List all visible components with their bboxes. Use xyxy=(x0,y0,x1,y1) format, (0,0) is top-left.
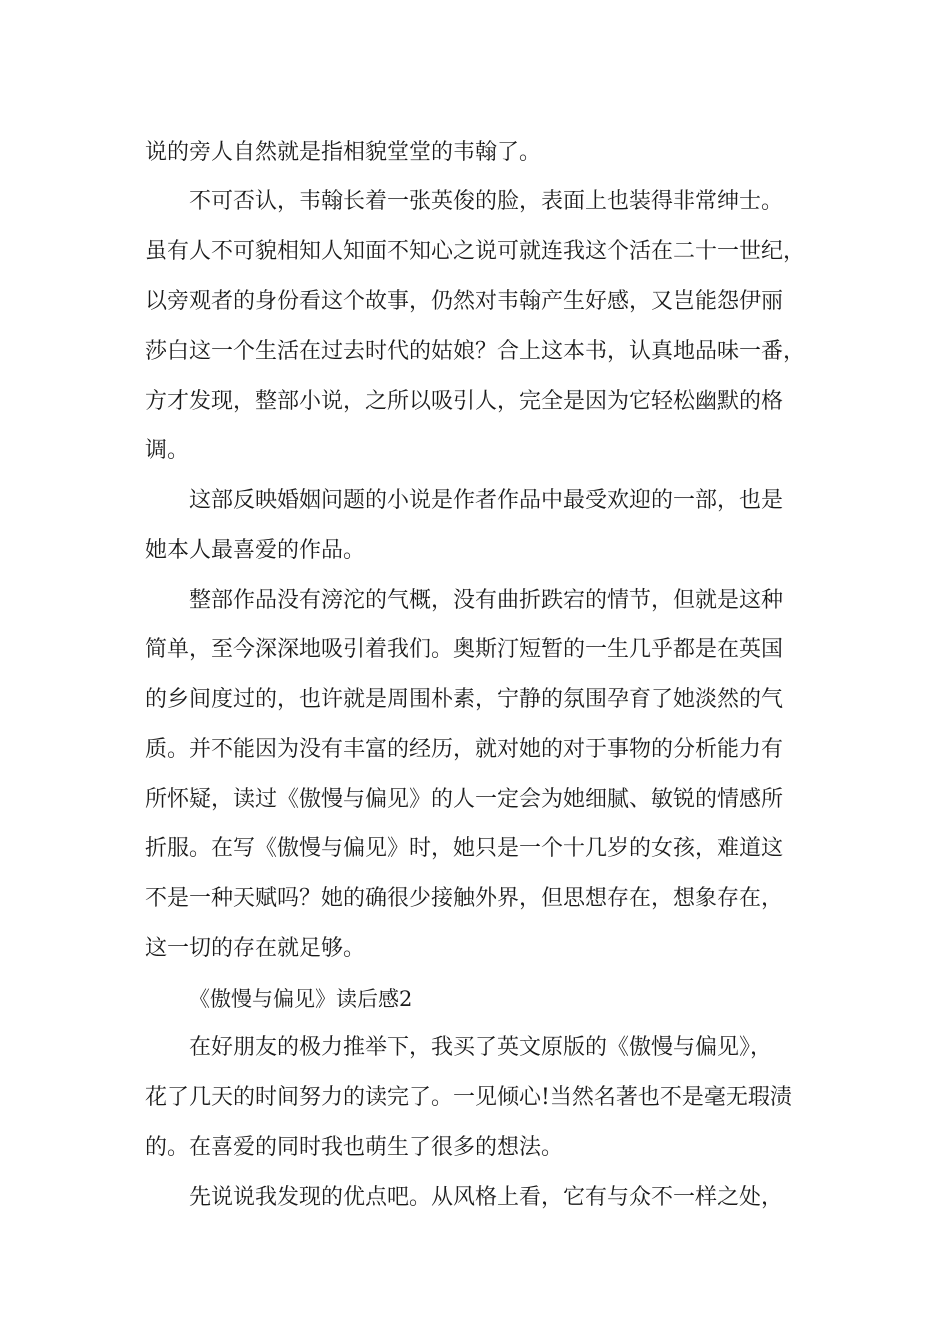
text-line: 的乡间度过的，也许就是周围朴素，宁静的氛围孕育了她淡然的气 xyxy=(145,687,784,712)
paragraph-start-line: 先说说我发现的优点吧。从风格上看，它有与众不一样之处， xyxy=(189,1185,784,1210)
text-line: 不是一种天赋吗？她的确很少接触外界，但思想存在，想象存在， xyxy=(145,886,784,911)
text-line: 花了几天的时间努力的读完了。一见倾心!当然名著也不是毫无瑕渍 xyxy=(145,1085,792,1110)
text-line: 虽有人不可貌相知人知面不知心之说可就连我这个活在二十一世纪， xyxy=(145,239,806,264)
text-line: 方才发现，整部小说，之所以吸引人，完全是因为它轻松幽默的格 xyxy=(145,389,784,414)
paragraph-start-line: 整部作品没有滂沱的气概，没有曲折跌宕的情节，但就是这种 xyxy=(189,588,784,613)
paragraph-start-line: 不可否认，韦翰长着一张英俊的脸，表面上也装得非常绅士。 xyxy=(189,189,784,214)
text-line: 简单，至今深深地吸引着我们。奥斯汀短暂的一生几乎都是在英国 xyxy=(145,637,784,662)
text-line: 质。并不能因为没有丰富的经历，就对她的对于事物的分析能力有 xyxy=(145,737,784,762)
text-line: 以旁观者的身份看这个故事，仍然对韦翰产生好感，又岂能怨伊丽 xyxy=(145,289,784,314)
text-line: 莎白这一个生活在过去时代的姑娘？合上这本书，认真地品味一番， xyxy=(145,339,806,364)
paragraph-start-line: 在好朋友的极力推举下，我买了英文原版的《傲慢与偏见》， xyxy=(189,1035,773,1060)
text-line: 折服。在写《傲慢与偏见》时，她只是一个十几岁的女孩，难道这 xyxy=(145,836,784,861)
text-line: 这一切的存在就足够。 xyxy=(145,936,366,961)
text-line: 说的旁人自然就是指相貌堂堂的韦翰了。 xyxy=(145,140,542,165)
text-line: 她本人最喜爱的作品。 xyxy=(145,538,366,563)
paragraph-start-line: 这部反映婚姻问题的小说是作者作品中最受欢迎的一部，也是 xyxy=(189,488,784,513)
text-line: 所怀疑，读过《傲慢与偏见》的人一定会为她细腻、敏锐的情感所 xyxy=(145,787,784,812)
text-line: 调。 xyxy=(145,438,190,463)
section-heading: 《傲慢与偏见》读后感2 xyxy=(189,987,413,1011)
text-line: 的。在喜爱的同时我也萌生了很多的想法。 xyxy=(145,1135,564,1160)
